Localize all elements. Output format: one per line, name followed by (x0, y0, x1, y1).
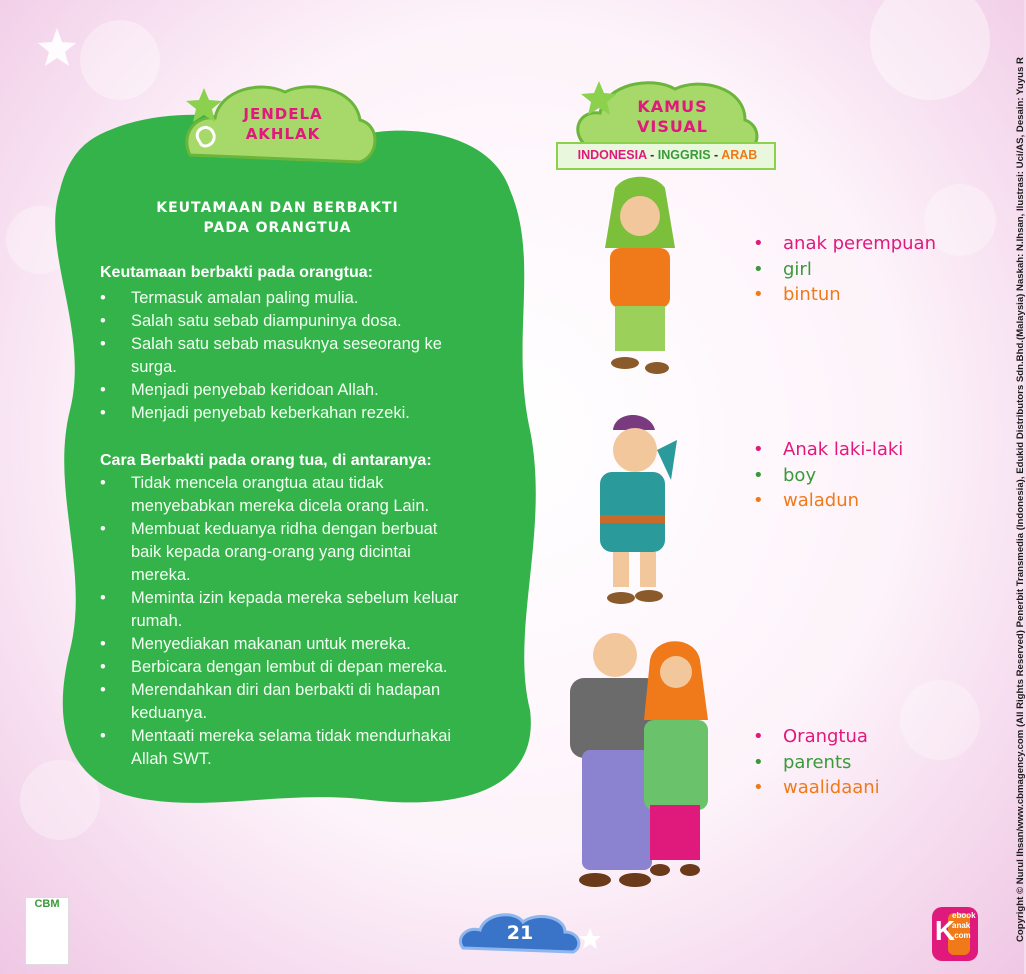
section1-heading: Keutamaan berbakti pada orangtua: (100, 264, 373, 281)
lang-arab: ARAB (721, 148, 758, 162)
list-item: • Merendahkan diri dan berbakti di hadapan keduanya. (100, 679, 470, 725)
kamus-line2: VISUAL (637, 117, 708, 136)
title-line1: KEUTAMAAN DAN BERBAKTI (156, 200, 399, 216)
vocab-english: • girl (753, 257, 936, 283)
vocab-entry-boy (753, 437, 903, 514)
vocab-arabic: • waladun (753, 488, 903, 514)
lang-inggris: INGGRIS (657, 148, 711, 162)
copyright-strip (1000, 12, 1026, 962)
list-item: • Salah satu sebab masuknya seseorang ke surga. (100, 333, 470, 379)
ebook-logo-com: .com (952, 931, 971, 940)
title-line2: PADA ORANGTUA (203, 220, 352, 236)
kamus-title (615, 97, 730, 137)
list-item: • Menjadi penyebab keridoan Allah. (100, 379, 470, 402)
copyright-text: Copyright © Nurul Ihsan/www.cbmagency.com (All Rights Reserved) Penerbit Transmedia (Indonesia), Edukid Distributors Sdn.Bhd.(Malaysia) Naskah: N.Ihsan, Ilustrasi: Uci/AS, Desain: Yuyus R (1015, 57, 1026, 942)
star-icon (38, 28, 76, 66)
list-item: • Tidak mencela orangtua atau tidak menyebabkan mereka dicela orang Lain. (100, 472, 470, 518)
list-item: • Menyediakan makanan untuk mereka. (100, 633, 470, 656)
badge-line2: AKHLAK (245, 125, 321, 143)
jendela-akhlak-badge (180, 80, 380, 170)
vocab-indonesian: • anak perempuan (753, 231, 936, 257)
panel-title (100, 198, 455, 238)
list-item: • Termasuk amalan paling mulia. (100, 287, 470, 310)
list-item: • Berbicara dengan lembut di depan mereka. (100, 656, 470, 679)
kamus-languages (555, 148, 780, 162)
lang-separator: - (710, 148, 722, 162)
vocab-entry-girl (753, 231, 936, 308)
section2-list (100, 472, 470, 771)
badge-title (228, 104, 338, 144)
vocab-english: • parents (753, 750, 880, 776)
boy-illustration (585, 410, 685, 610)
list-item: • Meminta izin kepada mereka sebelum keluar rumah. (100, 587, 470, 633)
vocab-english: • boy (753, 463, 903, 489)
list-item: • Menjadi penyebab keberkahan rezeki. (100, 402, 470, 425)
kamus-line1: KAMUS (637, 97, 708, 116)
lang-indonesia: INDONESIA (577, 148, 647, 162)
lang-separator: - (646, 148, 658, 162)
section1-list (100, 287, 470, 425)
list-item: • Membuat keduanya ridha dengan berbuat baik kepada orang-orang yang dicintai mereka. (100, 518, 470, 587)
page-number: 21 (506, 922, 534, 944)
vocab-arabic: • bintun (753, 282, 936, 308)
vocab-indonesian: • Orangtua (753, 724, 880, 750)
ebook-logo-ebook: ebook (952, 911, 976, 920)
ebook-logo-anak: anak (952, 921, 971, 930)
ebook-logo-label (952, 911, 976, 941)
kamus-visual-badge (555, 75, 780, 175)
vocab-indonesian: • Anak laki-laki (753, 437, 903, 463)
section2-heading: Cara Berbakti pada orang tua, di antaranya: (100, 452, 432, 469)
girl-illustration (595, 178, 685, 378)
vocab-arabic: • waalidaani (753, 775, 880, 801)
list-item: • Salah satu sebab diampuninya dosa. (100, 310, 470, 333)
ebook-logo-k: K (934, 915, 956, 946)
badge-line1: JENDELA (243, 105, 323, 123)
vocab-entry-parents (753, 724, 880, 801)
cbm-logo-text: CBM (34, 898, 60, 910)
parents-illustration (560, 630, 720, 892)
cbm-logo (25, 897, 69, 965)
list-item: • Mentaati mereka selama tidak mendurhakai Allah SWT. (100, 725, 470, 771)
